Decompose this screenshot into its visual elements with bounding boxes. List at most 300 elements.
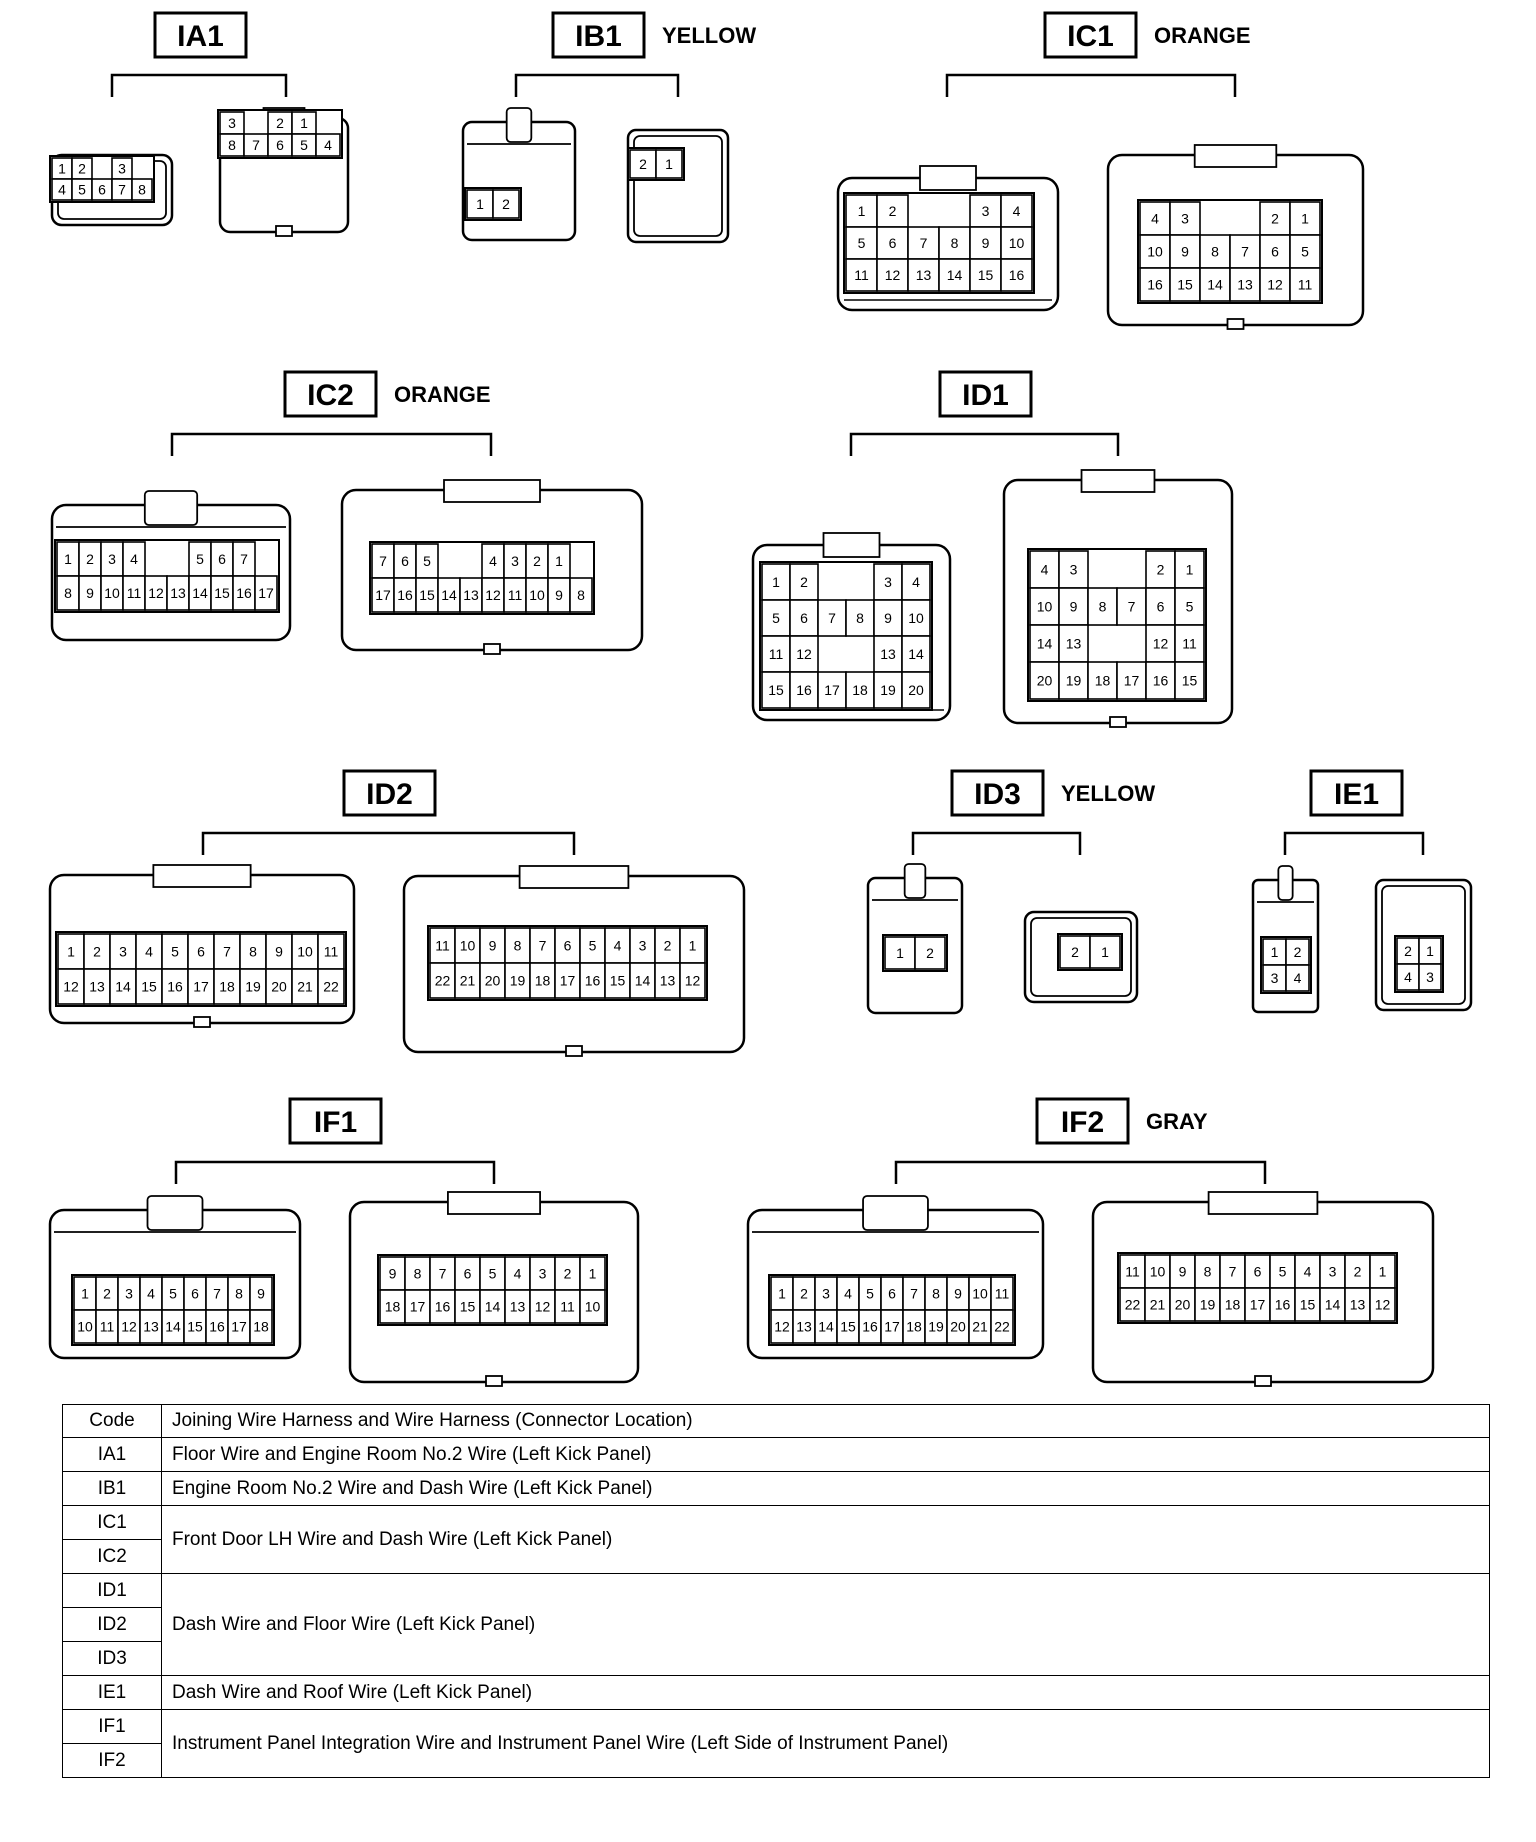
connector-bracket (203, 833, 574, 855)
pin-number: 2 (1353, 1263, 1362, 1280)
pin-number: 4 (1012, 203, 1021, 219)
connector-color-label: ORANGE (1154, 23, 1251, 48)
pin-number: 2 (78, 160, 86, 177)
pin-number: 19 (1065, 672, 1082, 689)
connector-bracket (112, 75, 286, 97)
pin-number: 3 (884, 574, 892, 590)
pin-number: 15 (459, 1298, 476, 1315)
connector-bracket (947, 75, 1235, 97)
pin-number: 7 (118, 181, 126, 198)
pin-number: 1 (1426, 943, 1434, 959)
pin-number: 6 (1253, 1263, 1262, 1280)
connector-view-female (50, 155, 172, 225)
pin-number: 9 (86, 585, 94, 601)
pin-number: 1 (778, 1285, 786, 1302)
pin-number: 16 (862, 1318, 878, 1335)
pin-number: 6 (800, 610, 808, 626)
connector-view-female (748, 1196, 1043, 1358)
connector-bracket (516, 75, 678, 97)
pin-number: 3 (228, 115, 236, 131)
pin-number: 2 (663, 937, 672, 954)
connector-view-female (50, 865, 354, 1027)
housing-tab (824, 533, 880, 557)
pin-number: 15 (141, 978, 157, 995)
pin-number: 16 (584, 972, 601, 989)
housing-latch (1278, 866, 1292, 900)
pin-number: 13 (1065, 635, 1082, 652)
pin-number: 1 (81, 1285, 89, 1302)
connector-color-label: ORANGE (394, 382, 491, 407)
connector-ic1 (838, 13, 1363, 329)
connector-ib1 (463, 13, 756, 242)
pin-number: 14 (115, 978, 131, 995)
pin-number: 1 (1185, 561, 1194, 578)
pin-number: 3 (511, 553, 519, 569)
connector-view-male (1108, 145, 1363, 329)
pin-number: 8 (950, 235, 959, 251)
pin-number: 13 (463, 587, 479, 603)
pin-number: 5 (857, 235, 866, 251)
pin-number: 13 (796, 1318, 812, 1335)
pin-number: 5 (423, 553, 431, 569)
connector-id2 (50, 771, 744, 1056)
pin-number: 20 (908, 682, 924, 698)
pin-number: 10 (584, 1298, 601, 1315)
connector-bracket (913, 833, 1080, 855)
pin-number: 18 (253, 1318, 269, 1335)
housing-notch (448, 1192, 540, 1214)
pin-number: 4 (130, 551, 138, 567)
table-row (63, 1676, 1490, 1710)
pin-number: 16 (1152, 672, 1169, 689)
pin-number: 13 (915, 267, 932, 283)
pin-number: 15 (1299, 1296, 1316, 1313)
pin-number: 11 (1297, 276, 1313, 293)
pin-number: 22 (323, 978, 339, 995)
pin-number: 1 (1378, 1263, 1387, 1280)
pin-number: 2 (800, 574, 808, 590)
pin-number: 5 (1278, 1263, 1287, 1280)
connector-view-female (1253, 866, 1318, 1012)
pin-number: 18 (906, 1318, 922, 1335)
connector-label: ID2 (366, 778, 413, 811)
pin-number: 17 (1123, 672, 1140, 689)
pin-number: 16 (796, 682, 812, 698)
pin-number: 12 (684, 972, 701, 989)
table-row (63, 1574, 1490, 1608)
pin-number: 10 (1147, 243, 1163, 260)
pin-number: 17 (1249, 1296, 1266, 1313)
pin-number: 14 (946, 267, 963, 283)
description-cell: Dash Wire and Floor Wire (Left Kick Panel) (162, 1574, 1490, 1676)
pin-number: 4 (513, 1265, 522, 1282)
housing-key (194, 1017, 210, 1027)
connector-ia1 (50, 13, 348, 236)
pin-number: 15 (1181, 672, 1198, 689)
connector-id3 (868, 771, 1155, 1013)
housing-notch (1082, 470, 1155, 492)
connector-color-label: GRAY (1146, 1109, 1208, 1134)
pin-number: 13 (1237, 276, 1253, 293)
connector-view-male (1376, 880, 1471, 1010)
pin-number: 18 (1094, 672, 1111, 689)
pin-number: 9 (1181, 243, 1189, 260)
table-row (63, 1710, 1490, 1744)
pin-number: 14 (1207, 276, 1223, 293)
pin-number: 6 (463, 1265, 472, 1282)
pin-number: 22 (994, 1318, 1010, 1335)
pin-number: 12 (774, 1318, 790, 1335)
pin-number: 7 (919, 235, 928, 251)
pin-number: 11 (560, 1298, 575, 1315)
connector-label: IF1 (313, 1106, 358, 1139)
pin-number: 8 (413, 1265, 422, 1282)
pin-number: 6 (1271, 243, 1279, 260)
pin-number: 16 (434, 1298, 451, 1315)
pin-number: 8 (1203, 1263, 1212, 1280)
pin-number: 2 (502, 196, 510, 212)
pin-number: 4 (489, 553, 497, 569)
pin-number: 7 (223, 943, 231, 960)
pin-number: 10 (1149, 1263, 1166, 1280)
housing-key (1110, 717, 1126, 727)
pin-number: 7 (438, 1265, 447, 1282)
pin-number: 15 (840, 1318, 856, 1335)
housing-key (484, 644, 500, 654)
pin-number: 19 (928, 1318, 944, 1335)
pin-number: 15 (977, 267, 994, 283)
code-cell: IA1 (63, 1438, 162, 1472)
housing-key (1228, 319, 1244, 329)
pin-number: 3 (1426, 969, 1434, 985)
pin-number: 1 (555, 553, 563, 569)
description-cell: Dash Wire and Roof Wire (Left Kick Panel) (162, 1676, 1490, 1710)
code-table-body (63, 1405, 1490, 1778)
pin-number: 2 (926, 945, 934, 961)
pin-number: 17 (375, 587, 391, 603)
pin-number: 14 (1324, 1296, 1341, 1313)
connector-bracket (1285, 833, 1423, 855)
pin-number: 14 (165, 1318, 181, 1335)
pin-number: 13 (1349, 1296, 1366, 1313)
pin-number: 2 (93, 943, 101, 960)
connector-if2 (748, 1099, 1433, 1386)
pin-number: 10 (972, 1285, 988, 1302)
pin-number: 9 (1069, 598, 1078, 615)
pin-number: 8 (249, 943, 257, 960)
pin-number: 15 (214, 585, 230, 601)
pin-number: 7 (1127, 598, 1136, 615)
pin-number: 1 (857, 203, 866, 219)
connector-view-female (50, 1196, 300, 1358)
pin-number: 12 (148, 585, 164, 601)
pin-number: 13 (509, 1298, 526, 1315)
pin-number: 13 (143, 1318, 159, 1335)
pin-number: 10 (459, 937, 476, 954)
pin-number: 19 (880, 682, 896, 698)
pin-number: 4 (1404, 969, 1412, 985)
pin-number: 8 (932, 1285, 940, 1302)
pin-number: 6 (197, 943, 205, 960)
table-row (63, 1472, 1490, 1506)
pin-number: 3 (125, 1285, 133, 1302)
pin-number: 6 (563, 937, 572, 954)
connector-label: ID3 (974, 778, 1021, 811)
pin-number: 11 (1125, 1263, 1140, 1280)
pin-number: 8 (1211, 243, 1219, 260)
pin-number: 14 (908, 646, 924, 662)
pin-number: 7 (379, 553, 387, 569)
pin-number: 16 (1147, 276, 1163, 293)
pin-number: 1 (772, 574, 780, 590)
code-cell: IB1 (63, 1472, 162, 1506)
connector-view-male (1025, 912, 1137, 1002)
pin-number: 3 (638, 937, 647, 954)
pin-number: 1 (588, 1265, 597, 1282)
connector-id1 (753, 372, 1232, 727)
pin-number: 20 (1036, 672, 1053, 689)
description-cell: Floor Wire and Engine Room No.2 Wire (Left Kick Panel) (162, 1438, 1490, 1472)
pin-number: 9 (1178, 1263, 1187, 1280)
pin-number: 8 (228, 137, 236, 153)
pin-number: 18 (1224, 1296, 1241, 1313)
pin-number: 20 (950, 1318, 966, 1335)
housing-notch (520, 866, 629, 888)
pin-number: 2 (888, 203, 897, 219)
pin-number: 18 (384, 1298, 401, 1315)
description-cell: Engine Room No.2 Wire and Dash Wire (Left Kick Panel) (162, 1472, 1490, 1506)
pin-number: 5 (588, 937, 597, 954)
pin-number: 3 (118, 160, 126, 177)
pin-number: 5 (1185, 598, 1194, 615)
pin-number: 17 (231, 1318, 247, 1335)
pin-number: 14 (634, 972, 651, 989)
pin-number: 6 (888, 235, 897, 251)
connector-view-male (628, 130, 728, 242)
pin-number: 9 (488, 937, 497, 954)
connector-view-female (838, 166, 1058, 310)
connector-label: ID1 (962, 379, 1009, 412)
pin-number: 14 (192, 585, 208, 601)
pin-number: 2 (1271, 210, 1279, 227)
pin-number: 15 (609, 972, 626, 989)
pin-number: 4 (1151, 210, 1159, 227)
connector-label: IA1 (177, 20, 224, 53)
pin-number: 6 (276, 137, 284, 153)
pin-number: 4 (1303, 1263, 1312, 1280)
pin-number: 7 (240, 551, 248, 567)
code-cell: ID3 (63, 1642, 162, 1676)
connector-label: IF2 (1060, 1106, 1105, 1139)
housing-notch (1209, 1192, 1318, 1214)
pin-number: 16 (397, 587, 413, 603)
pin-number: 6 (1156, 598, 1165, 615)
pin-number: 9 (555, 587, 563, 603)
pin-number: 13 (170, 585, 186, 601)
pin-number: 11 (994, 1285, 1010, 1302)
pin-number: 18 (219, 978, 235, 995)
pin-number: 18 (534, 972, 551, 989)
pin-number: 17 (884, 1318, 900, 1335)
pin-number: 9 (981, 235, 990, 251)
pin-number: 4 (912, 574, 920, 590)
pin-number: 14 (1036, 635, 1053, 652)
pin-number: 5 (169, 1285, 177, 1302)
pin-number: 10 (297, 943, 313, 960)
pin-number: 4 (1040, 561, 1049, 578)
pin-number: 11 (323, 943, 339, 960)
pin-number: 10 (1036, 598, 1053, 615)
housing-latch (145, 491, 197, 525)
code-cell: IE1 (63, 1676, 162, 1710)
housing-key (1255, 1376, 1271, 1386)
pin-number: 11 (854, 267, 869, 283)
description-cell: Instrument Panel Integration Wire and Instrument Panel Wire (Left Side of Instrument Panel) (162, 1710, 1490, 1778)
pin-number: 3 (1069, 561, 1078, 578)
pin-number: 1 (1270, 944, 1279, 960)
pin-number: 16 (209, 1318, 225, 1335)
pin-number: 9 (275, 943, 283, 960)
pin-number: 2 (276, 115, 284, 131)
connector-bracket (896, 1162, 1265, 1184)
pin-number: 13 (89, 978, 105, 995)
pin-number: 1 (476, 196, 484, 212)
code-cell: IC1 (63, 1506, 162, 1540)
code-cell: IC2 (63, 1540, 162, 1574)
connector-label: IC2 (307, 379, 354, 412)
housing-latch (507, 108, 532, 142)
pin-number: 5 (300, 137, 308, 153)
pin-number: 12 (1267, 276, 1283, 293)
pin-number: 5 (78, 181, 86, 198)
connector-label: IC1 (1067, 20, 1114, 53)
pin-number: 2 (533, 553, 541, 569)
connector-view-female (753, 533, 950, 720)
pin-number: 13 (659, 972, 676, 989)
pin-number: 3 (1328, 1263, 1337, 1280)
pin-number: 11 (435, 937, 450, 954)
pin-number: 7 (910, 1285, 918, 1302)
pin-number: 1 (1301, 210, 1309, 227)
connector-view-female (868, 864, 962, 1013)
pin-number: 12 (884, 267, 901, 283)
pin-number: 7 (213, 1285, 221, 1302)
pin-number: 9 (884, 610, 892, 626)
pin-number: 10 (104, 585, 120, 601)
pin-number: 3 (822, 1285, 830, 1302)
pin-number: 17 (258, 585, 274, 601)
pin-number: 12 (1152, 635, 1169, 652)
pin-number: 16 (167, 978, 183, 995)
pin-number: 20 (1174, 1296, 1191, 1313)
code-cell: ID2 (63, 1608, 162, 1642)
connector-view-male (404, 866, 744, 1056)
connector-view-female (463, 108, 575, 240)
pin-number: 4 (324, 137, 332, 153)
pin-number: 5 (171, 943, 179, 960)
pin-number: 17 (409, 1298, 426, 1315)
pin-number: 4 (58, 181, 66, 198)
code-header: Code (63, 1405, 162, 1438)
pin-number: 4 (844, 1285, 852, 1302)
pin-number: 5 (488, 1265, 497, 1282)
pin-number: 15 (1177, 276, 1193, 293)
pin-number: 14 (441, 587, 457, 603)
pin-number: 19 (1199, 1296, 1216, 1313)
pin-number: 1 (67, 943, 75, 960)
connector-ie1 (1253, 771, 1471, 1012)
pin-number: 8 (513, 937, 522, 954)
connector-view-male (342, 480, 642, 654)
connector-bracket (176, 1162, 494, 1184)
pin-number: 19 (509, 972, 526, 989)
pin-number: 3 (538, 1265, 547, 1282)
pin-number: 19 (245, 978, 261, 995)
pin-number: 11 (99, 1318, 115, 1335)
connector-color-label: YELLOW (1061, 781, 1156, 806)
pin-number: 4 (145, 943, 153, 960)
pin-number: 7 (538, 937, 547, 954)
housing-notch (444, 480, 540, 502)
connector-code-table (62, 1404, 1490, 1778)
connector-color-label: YELLOW (662, 23, 757, 48)
pin-number: 6 (191, 1285, 199, 1302)
pin-number: 2 (563, 1265, 572, 1282)
pin-number: 7 (1241, 243, 1249, 260)
pin-number: 5 (866, 1285, 874, 1302)
housing-key (486, 1376, 502, 1386)
pin-number: 6 (218, 551, 226, 567)
pin-number: 12 (63, 978, 79, 995)
pin-number: 11 (126, 585, 142, 601)
housing-notch (153, 865, 250, 887)
pin-number: 8 (64, 585, 72, 601)
pin-number: 12 (796, 646, 812, 662)
pin-number: 9 (257, 1285, 265, 1302)
housing-key (566, 1046, 582, 1056)
pin-number: 20 (271, 978, 287, 995)
connector-if1 (50, 1099, 638, 1386)
housing-tab (920, 166, 976, 190)
pin-number: 11 (1182, 635, 1197, 652)
connector-view-male (218, 108, 348, 236)
description-header: Joining Wire Harness and Wire Harness (Connector Location) (162, 1405, 1490, 1438)
pin-number: 6 (888, 1285, 896, 1302)
pin-number: 2 (800, 1285, 808, 1302)
pin-number: 8 (577, 587, 585, 603)
pin-number: 4 (1293, 970, 1302, 986)
table-row (63, 1506, 1490, 1540)
pin-number: 7 (1228, 1263, 1237, 1280)
pin-number: 17 (824, 682, 840, 698)
pin-number: 5 (196, 551, 204, 567)
pin-number: 16 (1008, 267, 1025, 283)
housing-latch (863, 1196, 928, 1230)
connector-bracket (851, 434, 1118, 456)
pin-number: 9 (954, 1285, 962, 1302)
pin-number: 5 (772, 610, 780, 626)
connector-label: IB1 (575, 20, 622, 53)
housing-key (276, 226, 292, 236)
housing-notch (1195, 145, 1277, 167)
pin-number: 3 (981, 203, 990, 219)
pin-number: 5 (1301, 243, 1309, 260)
pin-number: 2 (1071, 944, 1079, 960)
pin-number: 2 (1404, 943, 1412, 959)
pin-number: 15 (187, 1318, 203, 1335)
pin-number: 8 (235, 1285, 243, 1302)
pin-number: 10 (77, 1318, 93, 1335)
